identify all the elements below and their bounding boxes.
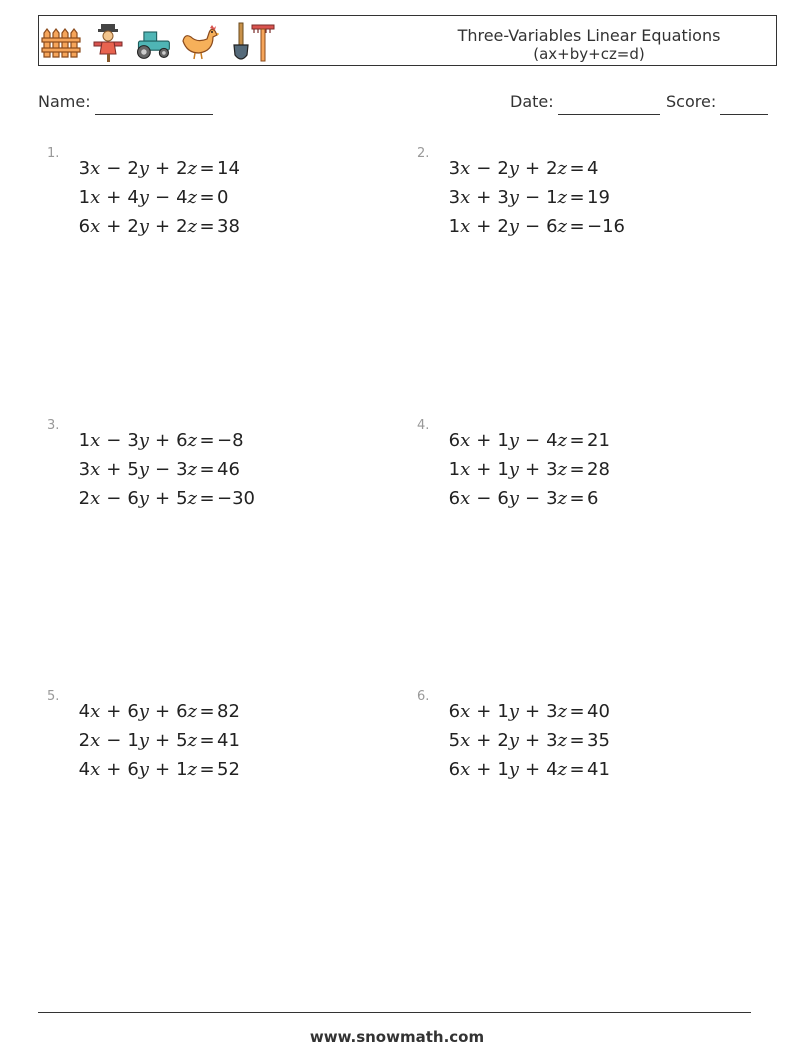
operator: + <box>106 701 122 722</box>
operator: + <box>154 701 171 722</box>
variable-z: z <box>187 730 197 751</box>
coefficient: 3 <box>546 488 558 509</box>
coefficient: 2 <box>497 158 509 179</box>
equation-lhs <box>47 455 197 484</box>
score-blank[interactable] <box>720 95 768 115</box>
variable-y: y <box>138 488 149 509</box>
hen-icon <box>179 21 219 63</box>
operator: + <box>106 216 122 237</box>
variable-y: y <box>138 701 149 722</box>
coefficient: 3 <box>546 701 558 722</box>
coefficient: 6 <box>497 488 509 509</box>
variable-z: z <box>187 158 197 179</box>
equals-sign: = <box>569 730 585 751</box>
coefficient: 2 <box>176 216 188 237</box>
coefficient: 4 <box>78 759 91 780</box>
equation-lhs <box>47 154 197 183</box>
coefficient: 1 <box>448 459 461 480</box>
operator: + <box>106 759 122 780</box>
equation <box>47 426 255 455</box>
coefficient: 3 <box>78 459 91 480</box>
equation-system <box>47 426 255 513</box>
name-field <box>38 92 213 115</box>
equation-lhs <box>417 455 567 484</box>
variable-z: z <box>557 158 567 179</box>
equation-rhs: 38 <box>217 216 240 237</box>
equation <box>47 697 240 726</box>
variable-y: y <box>138 430 149 451</box>
variable-x: x <box>460 759 471 780</box>
equals-sign: = <box>199 459 215 480</box>
equation-rhs: 35 <box>587 730 610 751</box>
coefficient: 6 <box>127 488 139 509</box>
equation <box>417 755 610 784</box>
equation-lhs <box>47 183 197 212</box>
variable-y: y <box>508 158 519 179</box>
coefficient: 3 <box>127 430 139 451</box>
operator: + <box>154 430 171 451</box>
operator: − <box>106 158 122 179</box>
coefficient: 2 <box>546 158 558 179</box>
coefficient: 2 <box>127 216 139 237</box>
operator: + <box>524 730 541 751</box>
coefficient: 4 <box>78 701 91 722</box>
equals-sign: = <box>569 701 585 722</box>
coefficient: 6 <box>78 216 91 237</box>
variable-z: z <box>557 430 567 451</box>
equals-sign: = <box>199 158 215 179</box>
coefficient: 1 <box>497 701 509 722</box>
equation-rhs: 41 <box>217 730 240 751</box>
operator: − <box>524 187 541 208</box>
variable-z: z <box>557 759 567 780</box>
variable-z: z <box>187 488 197 509</box>
variable-z: z <box>557 488 567 509</box>
equation-system <box>417 426 610 513</box>
coefficient: 2 <box>78 488 91 509</box>
worksheet-title: Three-Variables Linear Equations <box>457 26 721 45</box>
operator: + <box>476 459 492 480</box>
equation-rhs: 28 <box>587 459 610 480</box>
variable-x: x <box>90 187 101 208</box>
operator: + <box>476 187 492 208</box>
coefficient: 6 <box>448 488 461 509</box>
variable-y: y <box>508 759 519 780</box>
operator: − <box>106 730 122 751</box>
equation <box>417 455 610 484</box>
coefficient: 2 <box>127 158 139 179</box>
variable-y: y <box>508 701 519 722</box>
variable-z: z <box>557 187 567 208</box>
variable-x: x <box>460 187 471 208</box>
equation <box>47 455 255 484</box>
operator: + <box>524 459 541 480</box>
variable-x: x <box>460 488 471 509</box>
coefficient: 6 <box>448 430 461 451</box>
operator: − <box>106 488 122 509</box>
variable-y: y <box>138 187 149 208</box>
footer-divider <box>38 1012 751 1013</box>
coefficient: 5 <box>176 730 188 751</box>
equation-lhs <box>417 426 567 455</box>
coefficient: 3 <box>78 158 91 179</box>
variable-z: z <box>557 730 567 751</box>
equals-sign: = <box>199 759 215 780</box>
coefficient: 6 <box>176 701 188 722</box>
equation-lhs <box>417 154 567 183</box>
equation-system <box>417 697 610 784</box>
coefficient: 3 <box>176 459 188 480</box>
problem-number: 6. <box>417 689 430 704</box>
coefficient: 2 <box>176 158 188 179</box>
equation-system <box>47 154 240 241</box>
equation-lhs <box>417 212 567 241</box>
operator: + <box>476 730 492 751</box>
variable-y: y <box>508 430 519 451</box>
variable-z: z <box>187 187 197 208</box>
equals-sign: = <box>199 430 215 451</box>
variable-z: z <box>187 759 197 780</box>
equals-sign: = <box>569 430 585 451</box>
variable-x: x <box>90 216 101 237</box>
equation-rhs: 40 <box>587 701 610 722</box>
coefficient: 2 <box>78 730 91 751</box>
equals-sign: = <box>569 216 585 237</box>
equation <box>47 212 240 241</box>
variable-x: x <box>90 759 101 780</box>
variable-x: x <box>90 488 101 509</box>
equation-lhs <box>47 726 197 755</box>
equation-rhs: 41 <box>587 759 610 780</box>
equals-sign: = <box>199 187 215 208</box>
equals-sign: = <box>569 459 585 480</box>
equation-lhs <box>47 426 197 455</box>
variable-y: y <box>138 459 149 480</box>
coefficient: 6 <box>546 216 558 237</box>
equation-rhs: 14 <box>217 158 240 179</box>
operator: + <box>106 459 122 480</box>
title-block <box>439 26 739 63</box>
operator: − <box>476 158 492 179</box>
variable-y: y <box>508 216 519 237</box>
coefficient: 2 <box>497 216 509 237</box>
equals-sign: = <box>569 187 585 208</box>
operator: − <box>476 488 492 509</box>
variable-x: x <box>460 730 471 751</box>
coefficient: 3 <box>546 730 558 751</box>
date-field <box>510 92 660 115</box>
operator: + <box>154 759 171 780</box>
equation-rhs: −8 <box>217 430 244 451</box>
equation <box>417 212 625 241</box>
operator: − <box>154 187 171 208</box>
coefficient: 1 <box>546 187 558 208</box>
name-label: Name: <box>38 92 91 111</box>
operator: + <box>154 730 171 751</box>
coefficient: 4 <box>546 430 558 451</box>
coefficient: 5 <box>127 459 139 480</box>
coefficient: 5 <box>448 730 461 751</box>
coefficient: 1 <box>497 430 509 451</box>
equation <box>47 755 240 784</box>
coefficient: 1 <box>78 187 91 208</box>
variable-x: x <box>460 216 471 237</box>
equation-rhs: −16 <box>587 216 625 237</box>
equation-rhs: 6 <box>587 488 599 509</box>
operator: + <box>154 488 171 509</box>
equation-lhs <box>47 484 197 513</box>
coefficient: 4 <box>546 759 558 780</box>
equals-sign: = <box>199 488 215 509</box>
coefficient: 6 <box>448 759 461 780</box>
variable-y: y <box>508 730 519 751</box>
coefficient: 5 <box>176 488 188 509</box>
operator: − <box>154 459 171 480</box>
equation-lhs <box>417 755 567 784</box>
equation <box>417 484 610 513</box>
coefficient: 1 <box>497 459 509 480</box>
coefficient: 3 <box>448 158 461 179</box>
operator: + <box>476 430 492 451</box>
equals-sign: = <box>569 488 585 509</box>
equation-lhs <box>417 484 567 513</box>
equation <box>47 484 255 513</box>
operator: + <box>476 216 492 237</box>
equation-rhs: 4 <box>587 158 599 179</box>
equation-system <box>417 154 625 241</box>
equation-lhs <box>47 755 197 784</box>
equation-lhs <box>47 212 197 241</box>
coefficient: 1 <box>176 759 188 780</box>
variable-y: y <box>138 158 149 179</box>
variable-x: x <box>90 730 101 751</box>
problem-number: 4. <box>417 418 430 433</box>
equation-rhs: 82 <box>217 701 240 722</box>
coefficient: 6 <box>176 430 188 451</box>
date-blank[interactable] <box>558 95 660 115</box>
problem-number: 1. <box>47 146 60 161</box>
variable-z: z <box>187 701 197 722</box>
variable-y: y <box>508 488 519 509</box>
variable-x: x <box>460 701 471 722</box>
coefficient: 1 <box>497 759 509 780</box>
coefficient: 3 <box>497 187 509 208</box>
coefficient: 3 <box>448 187 461 208</box>
operator: + <box>476 701 492 722</box>
equation <box>47 154 240 183</box>
equals-sign: = <box>569 759 585 780</box>
equation-lhs <box>417 697 567 726</box>
operator: + <box>524 158 541 179</box>
equation <box>47 726 240 755</box>
equation-lhs <box>47 697 197 726</box>
variable-y: y <box>508 459 519 480</box>
problem-number: 5. <box>47 689 60 704</box>
variable-z: z <box>557 216 567 237</box>
equation-rhs: 0 <box>217 187 229 208</box>
variable-y: y <box>138 216 149 237</box>
variable-z: z <box>557 701 567 722</box>
coefficient: 1 <box>78 430 91 451</box>
equation <box>417 154 625 183</box>
equals-sign: = <box>569 158 585 179</box>
variable-x: x <box>90 158 101 179</box>
variable-y: y <box>138 759 149 780</box>
variable-z: z <box>187 430 197 451</box>
operator: + <box>154 216 171 237</box>
coefficient: 6 <box>448 701 461 722</box>
equation <box>47 183 240 212</box>
equation-rhs: −30 <box>217 488 255 509</box>
equation <box>417 726 610 755</box>
operator: + <box>476 759 492 780</box>
coefficient: 2 <box>497 730 509 751</box>
variable-y: y <box>508 187 519 208</box>
coefficient: 4 <box>176 187 188 208</box>
problem-number: 2. <box>417 146 430 161</box>
date-label: Date: <box>510 92 554 111</box>
variable-x: x <box>90 701 101 722</box>
equals-sign: = <box>199 701 215 722</box>
coefficient: 1 <box>448 216 461 237</box>
variable-z: z <box>187 216 197 237</box>
coefficient: 6 <box>127 759 139 780</box>
operator: − <box>524 430 541 451</box>
footer-url: www.snowmath.com <box>309 1028 485 1046</box>
equation <box>417 183 625 212</box>
equals-sign: = <box>199 216 215 237</box>
equation-rhs: 19 <box>587 187 610 208</box>
equation <box>417 697 610 726</box>
operator: + <box>154 158 171 179</box>
variable-z: z <box>557 459 567 480</box>
variable-x: x <box>460 158 471 179</box>
variable-z: z <box>187 459 197 480</box>
variable-x: x <box>460 459 471 480</box>
coefficient: 6 <box>127 701 139 722</box>
tractor-icon <box>133 21 173 63</box>
score-label: Score: <box>666 92 717 111</box>
equation-lhs <box>417 726 567 755</box>
coefficient: 4 <box>127 187 139 208</box>
variable-x: x <box>90 430 101 451</box>
equation-rhs: 21 <box>587 430 610 451</box>
operator: − <box>106 430 122 451</box>
operator: + <box>524 759 541 780</box>
equation-system <box>47 697 240 784</box>
score-field <box>666 92 768 115</box>
coefficient: 1 <box>127 730 139 751</box>
operator: + <box>524 701 541 722</box>
equation <box>417 426 610 455</box>
equation-rhs: 52 <box>217 759 240 780</box>
equation-rhs: 46 <box>217 459 240 480</box>
operator: − <box>524 488 541 509</box>
equation-lhs <box>417 183 567 212</box>
scarecrow-icon <box>89 21 129 63</box>
variable-y: y <box>138 730 149 751</box>
problem-number: 3. <box>47 418 60 433</box>
fence-icon <box>41 21 81 63</box>
rake-icon <box>243 21 283 63</box>
coefficient: 3 <box>546 459 558 480</box>
variable-x: x <box>460 430 471 451</box>
worksheet-header <box>38 15 777 66</box>
variable-x: x <box>90 459 101 480</box>
equals-sign: = <box>199 730 215 751</box>
name-blank[interactable] <box>95 95 213 115</box>
worksheet-subtitle: (ax+by+cz=d) <box>533 45 645 63</box>
operator: + <box>106 187 122 208</box>
operator: − <box>524 216 541 237</box>
